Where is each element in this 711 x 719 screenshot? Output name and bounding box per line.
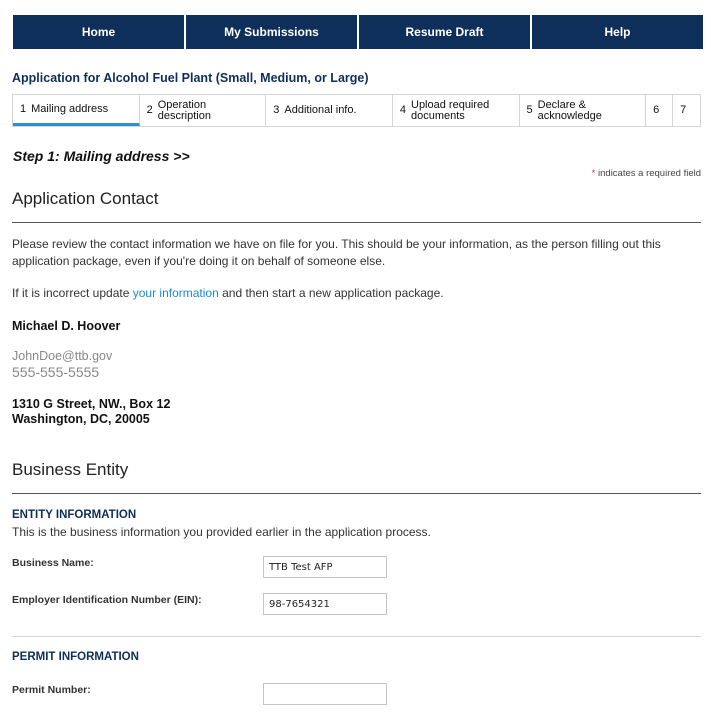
application-contact-heading: Application Contact — [12, 189, 159, 208]
nav-home-button[interactable]: Home — [13, 15, 184, 49]
step-4-upload-documents[interactable] — [393, 95, 520, 126]
section-divider — [12, 222, 701, 223]
step-number: 7 — [680, 104, 687, 116]
step-7[interactable] — [673, 95, 700, 126]
ein-field[interactable] — [263, 593, 387, 615]
permit-number-label: Permit Number: — [12, 684, 91, 696]
entity-information-lead: This is the business information you provided earlier in the application process. — [12, 525, 431, 539]
business-name-label: Business Name: — [12, 557, 94, 569]
nav-help-button[interactable]: Help — [532, 15, 703, 49]
permit-information-heading: PERMIT INFORMATION — [12, 651, 139, 663]
step-label: Upload required documents — [411, 98, 490, 122]
incorrect-info-text — [12, 285, 701, 302]
step-number: 2 — [146, 104, 153, 116]
nav-my-submissions-button[interactable]: My Submissions — [186, 15, 357, 49]
required-note-text: indicates a required field — [595, 168, 701, 179]
step-3-additional-info[interactable] — [266, 95, 393, 126]
business-name-field[interactable] — [263, 556, 387, 578]
incorrect-suffix: and then start a new application package. — [218, 286, 444, 300]
required-star: * — [591, 168, 596, 179]
step-2-operation-description[interactable] — [140, 95, 267, 126]
address-line-2: Washington, DC, 20005 — [12, 412, 150, 426]
contact-address — [12, 397, 170, 427]
step-progress-bar — [12, 94, 701, 127]
contact-name: Michael D. Hoover — [12, 319, 121, 333]
your-information-link[interactable]: your information — [132, 286, 219, 300]
contact-intro-text: Please review the contact information we have on file for you. This should be your information, as the person filling out this application package, even if you're doing it on behalf of someone else. — [12, 237, 661, 268]
business-entity-heading: Business Entity — [12, 460, 129, 479]
step-label: Operation description — [157, 98, 211, 122]
step-label: Mailing address — [31, 102, 109, 115]
step-number: 4 — [399, 104, 406, 116]
step-label: Additional info. — [284, 104, 357, 116]
nav-resume-draft-button[interactable]: Resume Draft — [359, 15, 530, 49]
step-number: 3 — [273, 104, 280, 116]
top-navigation — [13, 15, 703, 49]
step-6[interactable] — [646, 95, 673, 126]
section-divider — [12, 636, 701, 637]
step-5-declare-acknowledge[interactable] — [520, 95, 647, 126]
step-number: 5 — [526, 104, 533, 116]
application-title: Application for Alcohol Fuel Plant (Small, Medium, or Large) — [12, 71, 369, 85]
incorrect-prefix: If it is incorrect update — [12, 286, 133, 300]
contact-email: JohnDoe@ttb.gov — [12, 349, 113, 363]
contact-phone: 555-555-5555 — [12, 364, 100, 380]
address-line-1: 1310 G Street, NW., Box 12 — [12, 397, 171, 411]
ein-label: Employer Identification Number (EIN): — [12, 594, 202, 606]
section-divider — [12, 493, 701, 494]
step-1-mailing-address[interactable] — [13, 95, 140, 126]
entity-information-heading: ENTITY INFORMATION — [12, 509, 137, 521]
step-title: Step 1: Mailing address >> — [13, 148, 190, 164]
step-number: 1 — [20, 102, 27, 115]
step-number: 6 — [653, 104, 660, 116]
step-label: Declare & acknowledge — [537, 98, 602, 122]
permit-number-field[interactable] — [263, 683, 387, 705]
required-field-note — [592, 168, 701, 179]
